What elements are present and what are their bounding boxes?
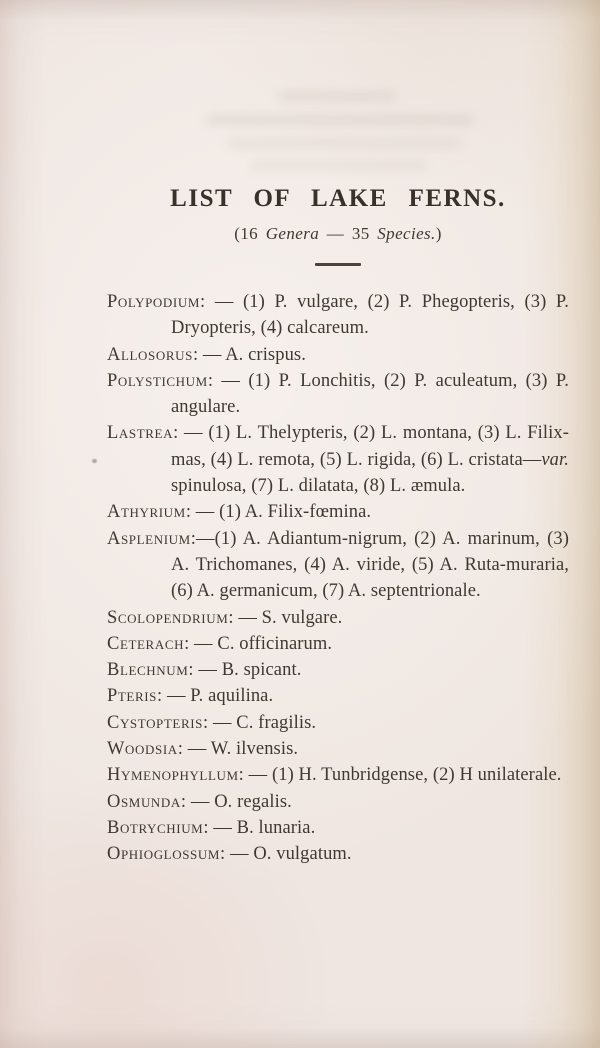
list-entry xyxy=(107,815,569,841)
species-text: : — O. vulgatum. xyxy=(220,844,352,865)
genus-name: Ceterach xyxy=(107,633,185,654)
genus-name: Botrychium xyxy=(107,817,204,838)
fern-list xyxy=(107,289,569,868)
genus-name: Polypodium xyxy=(107,292,200,312)
species-text: : — A. crispus. xyxy=(192,344,306,365)
list-entry xyxy=(107,605,569,631)
genus-name: Hymenophyllum xyxy=(107,765,239,786)
list-entry xyxy=(107,342,569,368)
species-text: : — W. ilvensis. xyxy=(177,739,299,760)
list-entry xyxy=(107,420,569,499)
genus-name: Ophioglossum xyxy=(107,844,221,865)
divider-rule xyxy=(315,263,361,266)
list-entry xyxy=(107,710,569,736)
species-text: : — O. regalis. xyxy=(180,791,292,812)
list-entry xyxy=(107,526,569,605)
species-text: : — P. aquilina. xyxy=(157,686,274,707)
species-text: : — B. lunaria. xyxy=(203,817,316,838)
genus-name: Athyrium xyxy=(107,502,186,523)
species-text: : — (1) H. Tunbridgense, (2) H unilaterale. xyxy=(238,765,562,786)
species-text: : — (1) P. Lonchitis, (2) P. aculeatum, (3) P. angulare. xyxy=(171,370,569,418)
list-entry xyxy=(107,289,569,342)
list-entry xyxy=(107,631,569,657)
genus-name: Scolopendrium xyxy=(107,607,229,628)
genus-name: Blechnum xyxy=(107,660,189,681)
genus-name: Allosorus xyxy=(107,344,193,365)
species-text: : — C. fragilis. xyxy=(203,712,317,733)
species-text: : — S. vulgare. xyxy=(228,607,343,628)
list-entry xyxy=(107,789,569,815)
genus-name: Lastrea xyxy=(107,423,174,444)
list-entry xyxy=(107,683,569,709)
species-text: : — (1) A. Filix-fœmina. xyxy=(185,502,372,523)
ink-speck xyxy=(92,459,97,463)
genus-name: Pteris xyxy=(107,686,158,707)
genus-name: Cystopteris xyxy=(107,712,203,733)
species-text: : — (1) L. Thelypteris, (2) L. montana, (3) L. Filix-mas, (4) L. remota, (5) L. rigida, (6) L. cristata—var. spinulosa, (7) L. dilatata, (8) L. æmula. xyxy=(171,423,569,497)
page-content xyxy=(107,0,569,868)
list-entry xyxy=(107,657,569,683)
page-title: LIST OF LAKE FERNS. xyxy=(170,185,506,212)
genus-name: Asplenium xyxy=(107,528,191,549)
genus-name: Polystichum xyxy=(107,370,208,391)
species-text: : — (1) P. vulgare, (2) P. Phegopteris, (3) P. Dryopteris, (4) calcareum. xyxy=(171,292,569,339)
genera-species-count: (16 Genera — 35 Species.) xyxy=(234,224,442,243)
genus-name: Osmunda xyxy=(107,791,181,812)
list-entry xyxy=(107,736,569,762)
species-text: : — B. spicant. xyxy=(188,660,302,681)
species-text: :—(1) A. Adiantum-nigrum, (2) A. marinum, (3) A. Trichomanes, (4) A. viride, (5) A. Ruta-muraria, (6) A. germanicum, (7) A. septentrionale. xyxy=(171,528,569,602)
list-entry xyxy=(107,762,569,788)
list-entry xyxy=(107,368,569,421)
list-entry xyxy=(107,841,569,867)
species-text: : — C. officinarum. xyxy=(184,633,333,654)
list-entry xyxy=(107,499,569,525)
genus-name: Woodsia xyxy=(107,739,178,760)
